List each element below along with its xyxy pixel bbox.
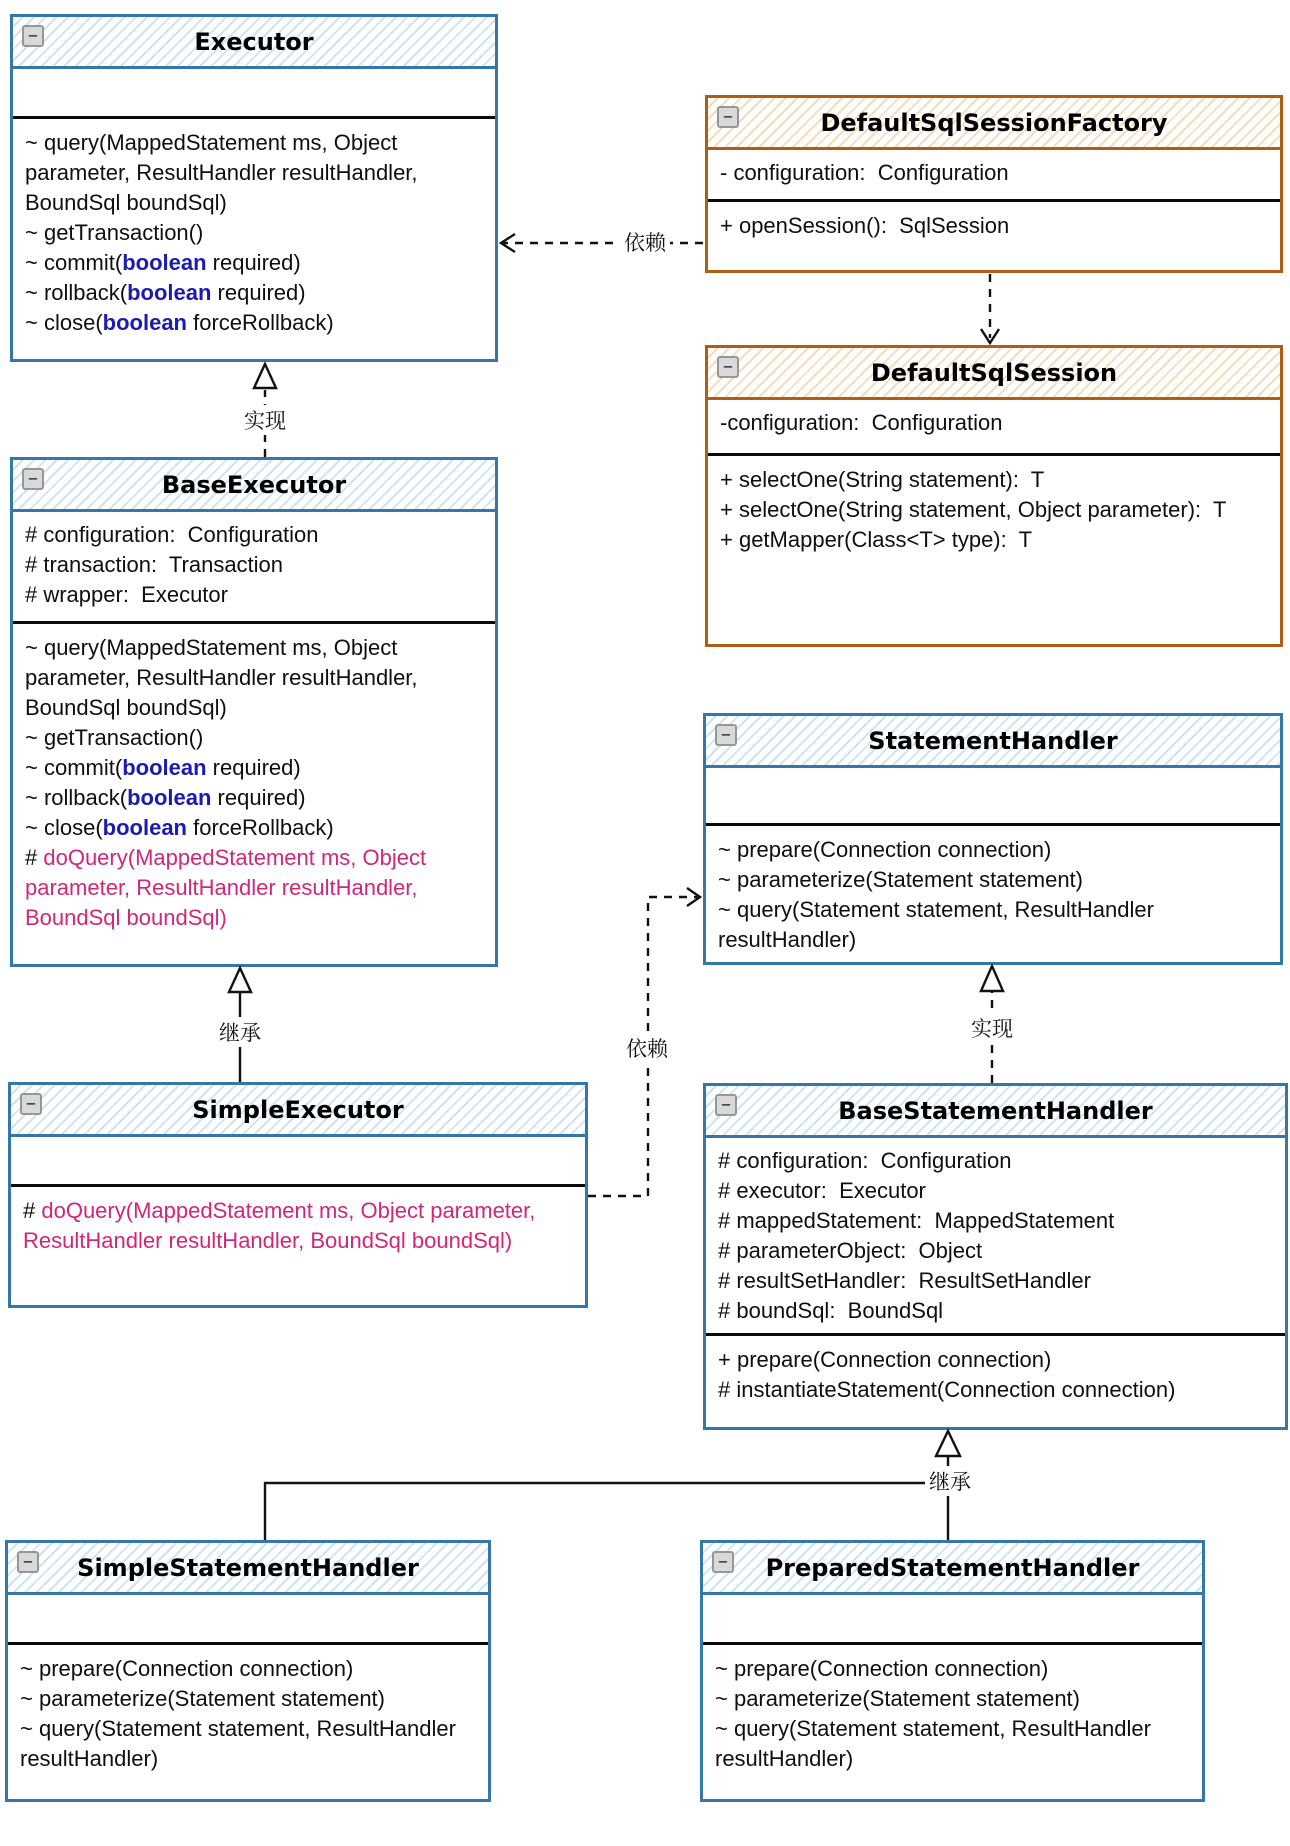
collapse-icon[interactable]: − [717,356,739,378]
methods-section [706,1336,1285,1427]
class-title: StatementHandler [868,726,1118,755]
method-close: ~ close(boolean forceRollback) [25,815,334,840]
class-title: SimpleStatementHandler [77,1553,419,1582]
method-query: ~ query(MappedStatement ms, Object parameter, ResultHandler resultHandler, BoundSql boundSql) [25,130,424,215]
method-parameterize: ~ parameterize(Statement statement) [715,1686,1080,1711]
collapse-icon[interactable]: − [712,1551,734,1573]
attributes-section [708,150,1280,202]
dependency-arrowhead-simpleexecutor-to-statementhandler [687,888,700,906]
method-selectone-param: + selectOne(String statement, Object parameter): T [720,497,1227,522]
attribute-mappedstatement: # mappedStatement: MappedStatement [718,1208,1115,1233]
class-title: SimpleExecutor [192,1095,404,1124]
class-title: DefaultSqlSessionFactory [820,108,1168,137]
class-title: BaseStatementHandler [838,1096,1153,1125]
class-title: DefaultSqlSession [870,358,1118,387]
collapse-icon[interactable]: − [17,1551,39,1573]
class-simplestatementhandler[interactable] [5,1540,491,1802]
method-doquery: # doQuery(MappedStatement ms, Object parameter, ResultHandler resultHandler, BoundSql boundSql) [25,845,433,930]
class-basestatementhandler[interactable] [703,1083,1288,1430]
attributes-section [706,1138,1285,1336]
methods-section [708,456,1280,644]
method-rollback: ~ rollback(boolean required) [25,785,306,810]
methods-section [706,826,1280,962]
class-simpleexecutor-header [11,1085,585,1137]
class-simplestatementhandler-header [8,1543,488,1595]
class-defaultsqlsessionfactory[interactable] [705,95,1283,273]
attribute-resultsethandler: # resultSetHandler: ResultSetHandler [718,1268,1091,1293]
attributes-section [13,512,495,624]
attributes-section [8,1595,488,1645]
method-commit: ~ commit(boolean required) [25,755,301,780]
inheritance-triangle-to-basestatementhandler [936,1431,960,1456]
method-opensession: + openSession(): SqlSession [720,213,1010,238]
class-simpleexecutor[interactable] [8,1082,588,1308]
class-executor-header [13,17,495,69]
method-parameterize: ~ parameterize(Statement statement) [20,1686,385,1711]
collapse-icon[interactable]: − [22,468,44,490]
method-instantiatestatement: # instantiateStatement(Connection connection) [718,1377,1176,1402]
class-preparedstatementhandler-header [703,1543,1202,1595]
label-depend-factory: 依赖 [620,227,670,257]
realization-triangle-basestatementhandler-to-statementhandler [981,966,1003,991]
method-close: ~ close(boolean forceRollback) [25,310,334,335]
label-depend-statement: 依赖 [622,1033,672,1063]
method-gettransaction: ~ getTransaction() [25,725,204,750]
attributes-section [703,1595,1202,1645]
label-realize-executor: 实现 [240,405,290,435]
collapse-icon[interactable]: − [717,106,739,128]
collapse-icon[interactable]: − [20,1093,42,1115]
class-baseexecutor[interactable] [10,457,498,967]
collapse-icon[interactable]: − [715,724,737,746]
inheritance-triangle-simpleexecutor-to-baseexecutor [229,968,251,992]
method-prepare: ~ prepare(Connection connection) [715,1656,1049,1681]
method-query: ~ query(Statement statement, ResultHandler resultHandler) [20,1716,463,1771]
class-title: PreparedStatementHandler [765,1553,1140,1582]
collapse-icon[interactable]: − [22,25,44,47]
attribute-executor: # executor: Executor [718,1178,926,1203]
label-inherit-statement: 继承 [925,1466,975,1496]
method-selectone: + selectOne(String statement): T [720,467,1045,492]
method-commit: ~ commit(boolean required) [25,250,301,275]
attribute-parameterobject: # parameterObject: Object [718,1238,983,1263]
class-title: BaseExecutor [161,470,347,499]
attribute-configuration: # configuration: Configuration [25,522,319,547]
class-title: Executor [194,27,314,56]
inheritance-line-simple-to-basestatementhandler [265,1483,948,1540]
collapse-icon[interactable]: − [715,1094,737,1116]
attributes-section [13,69,495,119]
method-query: ~ query(Statement statement, ResultHandler resultHandler) [715,1716,1158,1771]
method-prepare: + prepare(Connection connection) [718,1347,1052,1372]
class-basestatementhandler-header [706,1086,1285,1138]
method-prepare: ~ prepare(Connection connection) [20,1656,354,1681]
class-preparedstatementhandler[interactable] [700,1540,1205,1802]
method-getmapper: + getMapper(Class<T> type): T [720,527,1033,552]
class-defaultsqlsession-header [708,348,1280,400]
attribute-configuration: -configuration: Configuration [720,410,1003,435]
attributes-section [706,768,1280,826]
methods-section [8,1645,488,1799]
methods-section [11,1187,585,1305]
method-parameterize: ~ parameterize(Statement statement) [718,867,1083,892]
dependency-arrowhead-factory-to-session [981,329,999,343]
method-doquery: # doQuery(MappedStatement ms, Object parameter, ResultHandler resultHandler, BoundSql boundSql) [23,1198,542,1253]
class-defaultsqlsession[interactable] [705,345,1283,647]
methods-section [13,119,495,359]
attributes-section [11,1137,585,1187]
methods-section [13,624,495,964]
attribute-configuration: # configuration: Configuration [718,1148,1012,1173]
method-prepare: ~ prepare(Connection connection) [718,837,1052,862]
methods-section [703,1645,1202,1799]
methods-section [708,202,1280,270]
class-defaultsqlsessionfactory-header [708,98,1280,150]
realization-triangle-baseexecutor-to-executor [254,364,276,388]
attribute-boundsql: # boundSql: BoundSql [718,1298,944,1323]
method-rollback: ~ rollback(boolean required) [25,280,306,305]
class-statementhandler-header [706,716,1280,768]
attributes-section [708,400,1280,456]
method-query: ~ query(Statement statement, ResultHandler resultHandler) [718,897,1161,952]
method-query: ~ query(MappedStatement ms, Object parameter, ResultHandler resultHandler, BoundSql boundSql) [25,635,424,720]
dependency-arrowhead-factory-to-executor [501,234,515,252]
class-baseexecutor-header [13,460,495,512]
method-gettransaction: ~ getTransaction() [25,220,204,245]
label-realize-statement: 实现 [967,1013,1017,1043]
class-executor[interactable] [10,14,498,362]
attribute-wrapper: # wrapper: Executor [25,582,228,607]
class-statementhandler[interactable] [703,713,1283,965]
attribute-transaction: # transaction: Transaction [25,552,284,577]
attribute-configuration: - configuration: Configuration [720,160,1009,185]
label-inherit-executor: 继承 [215,1017,265,1047]
